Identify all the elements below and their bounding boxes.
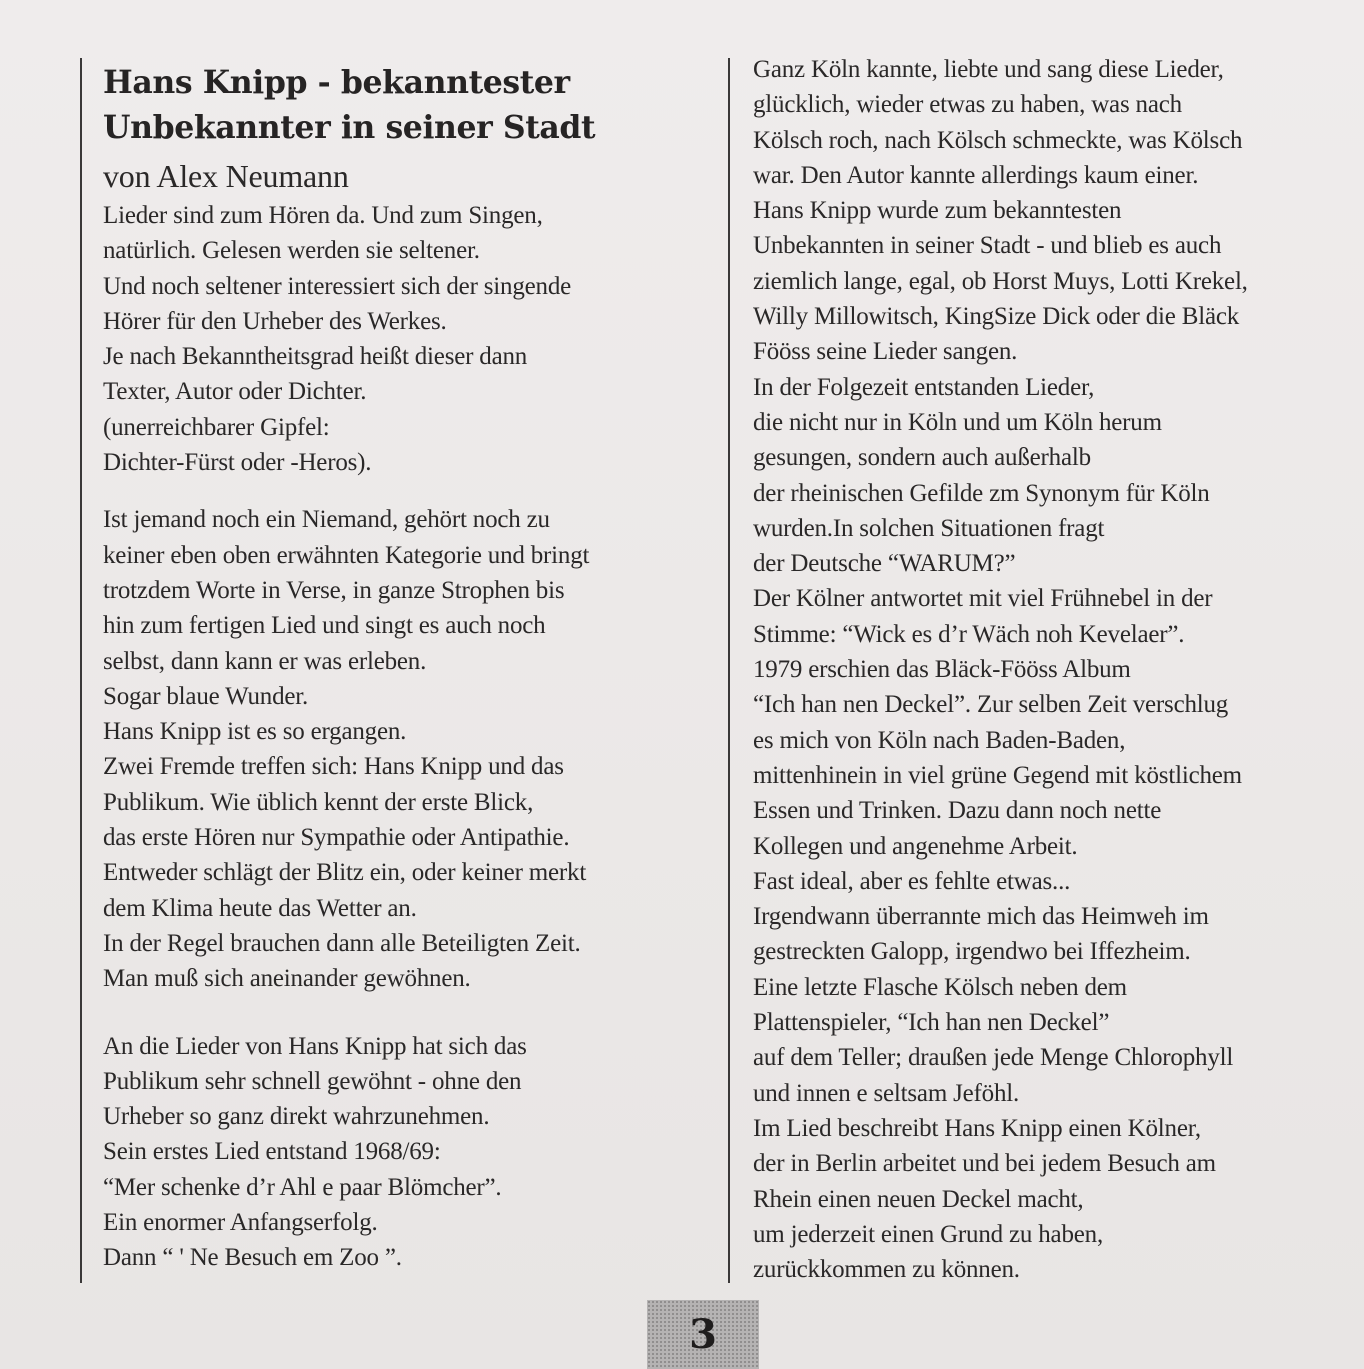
text-line: ziemlich lange, egal, ob Horst Muys, Lotti Krekel, bbox=[753, 267, 1248, 295]
text-line: natürlich. Gelesen werden sie seltener. bbox=[103, 237, 480, 265]
text-line: Der Kölner antwortet mit viel Frühnebel in der bbox=[753, 585, 1213, 613]
article-title bbox=[103, 60, 703, 150]
author-byline: von Alex Neumann bbox=[103, 158, 349, 194]
text-line: mittenhinein in viel grüne Gegend mit köstlichem bbox=[753, 761, 1242, 789]
text-line: In der Folgezeit entstanden Lieder, bbox=[753, 373, 1095, 401]
text-line: 1979 erschien das Bläck-Fööss Album bbox=[753, 656, 1131, 684]
text-line: um jederzeit einen Grund zu haben, bbox=[753, 1220, 1103, 1248]
paragraph bbox=[103, 502, 703, 996]
text-line: der Deutsche “WARUM?” bbox=[753, 550, 1016, 578]
text-line: es mich von Köln nach Baden-Baden, bbox=[753, 726, 1126, 754]
paragraph bbox=[103, 198, 703, 480]
text-line: auf dem Teller; draußen jede Menge Chlorophyll bbox=[753, 1044, 1234, 1072]
text-line: Rhein einen neuen Deckel macht, bbox=[753, 1185, 1084, 1213]
paragraph bbox=[103, 1029, 703, 1276]
text-line: Irgendwann überrannte mich das Heimweh im bbox=[753, 903, 1209, 931]
text-line: An die Lieder von Hans Knipp hat sich das bbox=[103, 1032, 527, 1060]
text-line: selbst, dann kann er was erleben. bbox=[103, 647, 427, 675]
text-line: und innen e seltsam Jeföhl. bbox=[753, 1079, 1020, 1107]
text-line: Ist jemand noch ein Niemand, gehört noch zu bbox=[103, 506, 550, 534]
text-line: Hörer für den Urheber des Werkes. bbox=[103, 307, 447, 335]
page-number-box bbox=[647, 1300, 759, 1369]
text-line: Im Lied beschreibt Hans Knipp einen Kölner, bbox=[753, 1114, 1201, 1142]
text-line: hin zum fertigen Lied und singt es auch noch bbox=[103, 612, 546, 640]
text-line: “Ich han nen Deckel”. Zur selben Zeit verschlug bbox=[753, 691, 1229, 719]
left-column bbox=[103, 60, 703, 1276]
text-line: das erste Hören nur Sympathie oder Antipathie. bbox=[103, 824, 570, 852]
text-line: Dichter-Fürst oder -Heros). bbox=[103, 449, 372, 477]
text-line: In der Regel brauchen dann alle Beteiligten Zeit. bbox=[103, 929, 581, 957]
text-line: Eine letzte Flasche Kölsch neben dem bbox=[753, 973, 1127, 1001]
text-line: dem Klima heute das Wetter an. bbox=[103, 894, 417, 922]
text-line: Und noch seltener interessiert sich der singende bbox=[103, 272, 572, 300]
text-line: der in Berlin arbeitet und bei jedem Besuch am bbox=[753, 1150, 1216, 1178]
text-line: Sein erstes Lied entstand 1968/69: bbox=[103, 1138, 441, 1166]
text-line: zurückkommen zu können. bbox=[753, 1256, 1020, 1284]
text-line: der rheinischen Gefilde zm Synonym für Köln bbox=[753, 479, 1210, 507]
column-divider-rule bbox=[728, 58, 730, 1283]
text-line: Plattenspieler, “Ich han nen Deckel” bbox=[753, 1009, 1110, 1037]
text-line: Dann “ ' Ne Besuch em Zoo ”. bbox=[103, 1244, 402, 1272]
text-line: Je nach Bekanntheitsgrad heißt dieser dann bbox=[103, 343, 528, 371]
text-line: Kölsch roch, nach Kölsch schmeckte, was Kölsch bbox=[753, 126, 1243, 154]
text-line: gesungen, sondern auch außerhalb bbox=[753, 444, 1091, 472]
text-line: Urheber so ganz direkt wahrzunehmen. bbox=[103, 1103, 490, 1131]
left-column-rule bbox=[80, 58, 82, 1283]
text-line: Man muß sich aneinander gewöhnen. bbox=[103, 965, 471, 993]
text-line: glücklich, wieder etwas zu haben, was nach bbox=[753, 91, 1182, 119]
text-line: Publikum sehr schnell gewöhnt - ohne den bbox=[103, 1067, 522, 1095]
text-line: Lieder sind zum Hören da. Und zum Singen, bbox=[103, 202, 543, 229]
page-number: 3 bbox=[689, 1311, 717, 1358]
text-line: Ein enormer Anfangserfolg. bbox=[103, 1209, 378, 1237]
paragraph bbox=[753, 52, 1353, 1287]
text-line: Hans Knipp wurde zum bekanntesten bbox=[753, 197, 1122, 225]
text-line: Publikum. Wie üblich kennt der erste Blick, bbox=[103, 788, 534, 816]
text-line: Zwei Fremde treffen sich: Hans Knipp und das bbox=[103, 753, 564, 781]
text-line: war. Den Autor kannte allerdings kaum einer. bbox=[753, 161, 1199, 189]
text-line: Texter, Autor oder Dichter. bbox=[103, 378, 367, 406]
text-line: trotzdem Worte in Verse, in ganze Strophen bis bbox=[103, 576, 565, 604]
right-column bbox=[753, 52, 1353, 1287]
text-line: gestreckten Galopp, irgendwo bei Iffezheim. bbox=[753, 938, 1191, 966]
text-line: Ganz Köln kannte, liebte und sang diese Lieder, bbox=[753, 56, 1224, 83]
title-line: Unbekannter in seiner Stadt bbox=[103, 109, 596, 146]
text-line: Fast ideal, aber es fehlte etwas... bbox=[753, 867, 1071, 895]
text-line: Essen und Trinken. Dazu dann noch nette bbox=[753, 797, 1162, 825]
text-line: wurden.In solchen Situationen fragt bbox=[753, 514, 1105, 542]
text-line: Willy Millowitsch, KingSize Dick oder die Bläck bbox=[753, 303, 1240, 331]
text-line: keiner eben oben erwähnten Kategorie und bringt bbox=[103, 541, 590, 569]
text-line: “Mer schenke d’r Ahl e paar Blömcher”. bbox=[103, 1173, 502, 1201]
text-line: Fööss seine Lieder sangen. bbox=[753, 338, 1018, 366]
text-line: Hans Knipp ist es so ergangen. bbox=[103, 718, 407, 746]
text-line: Sogar blaue Wunder. bbox=[103, 682, 309, 710]
text-line: Stimme: “Wick es d’r Wäch noh Kevelaer”. bbox=[753, 620, 1185, 648]
text-line: Unbekannten in seiner Stadt - und blieb es auch bbox=[753, 232, 1222, 260]
text-line: (unerreichbarer Gipfel: bbox=[103, 413, 330, 441]
title-line: Hans Knipp - bekanntester bbox=[103, 64, 570, 101]
text-line: Kollegen und angenehme Arbeit. bbox=[753, 832, 1078, 860]
text-line: Entweder schlägt der Blitz ein, oder keiner merkt bbox=[103, 859, 587, 887]
text-line: die nicht nur in Köln und um Köln herum bbox=[753, 408, 1162, 436]
